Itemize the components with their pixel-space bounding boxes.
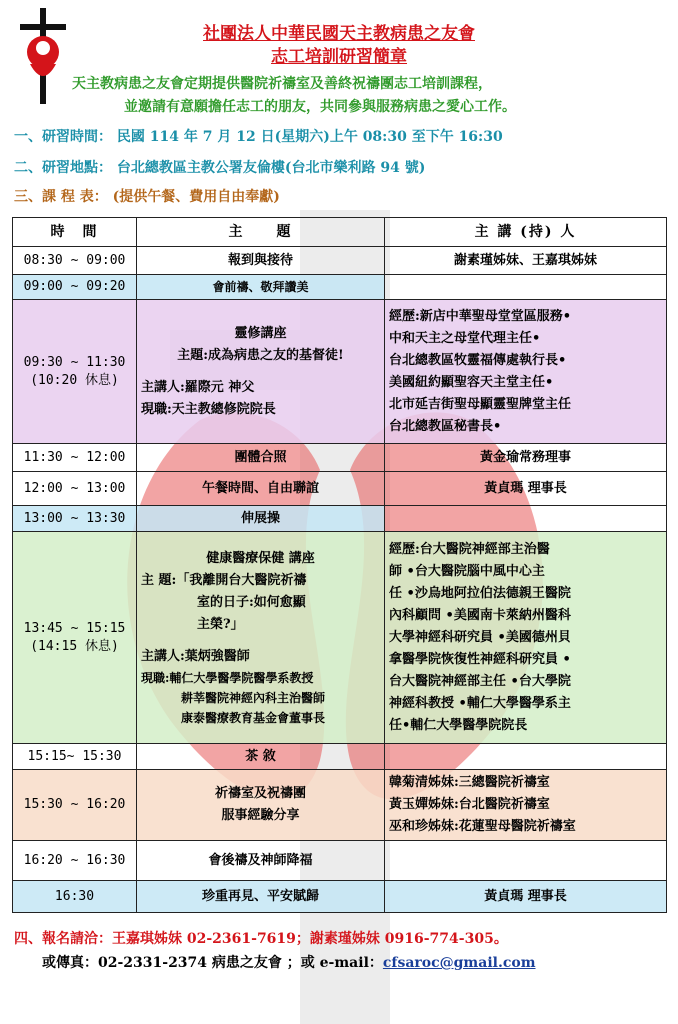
- row-time-note: (14:15 休息): [30, 638, 119, 654]
- row-time: 12:00 ~ 13:00: [13, 472, 137, 506]
- topic-spacer: [141, 636, 380, 646]
- contact-line: 四、報名請洽：王嘉琪姊妹 02-2361-7619；謝素瑾姊妹 0916-774-305。: [14, 931, 508, 947]
- topic-line: 主題:成為病患之友的基督徒!: [177, 347, 344, 363]
- speaker-line: 中和天主之母堂代理主任•: [389, 330, 541, 346]
- table-row: [13, 841, 667, 881]
- row-topic: 會前禱、敬拜讚美: [137, 275, 385, 300]
- header-time: 時 間: [13, 218, 137, 247]
- table-header-row: [13, 218, 667, 247]
- row-time: 15:30 ~ 16:20: [13, 770, 137, 841]
- row-time: 09:00 ~ 09:20: [13, 275, 137, 300]
- intro-line-2: 並邀請有意願擔任志工的朋友，共同參與服務病患之愛心工作。: [124, 99, 516, 115]
- topic-line: 現職:天主教總修院院長: [141, 401, 276, 417]
- speaker-line: 台大醫院神經部主任 •台大學院: [389, 673, 571, 689]
- row-speaker-cell: [385, 770, 667, 841]
- topic-line: 健康醫療保健 講座: [206, 550, 315, 566]
- section-schedule-value: (提供午餐、費用自由奉獻): [112, 189, 280, 205]
- speaker-line: 黃玉嬋姊妹:台北醫院祈禱室: [389, 797, 550, 812]
- row-topic: 午餐時間、自由聯誼: [137, 472, 385, 506]
- fax-email-prefix: 或傳真：02-2331-2374 病患之友會 ；或 e-mail：: [42, 955, 383, 971]
- speaker-line: 任•輔仁大學醫學院院長: [389, 717, 528, 733]
- speaker-line: 經歷:新店中華聖母堂堂區服務•: [389, 308, 572, 324]
- fax-email-line: [42, 952, 536, 972]
- table-row: [13, 300, 667, 444]
- speaker-line: 台北總教區牧靈福傳處執行長•: [389, 352, 567, 368]
- section-location: [14, 158, 425, 178]
- speaker-line: 巫和珍姊妹:花蓮聖母醫院祈禱室: [389, 819, 576, 834]
- section-schedule: [14, 187, 280, 207]
- row-topic-cell: [137, 770, 385, 841]
- topic-line: 主榮?」: [197, 616, 244, 632]
- row-time-note: (10:20 休息): [30, 372, 119, 388]
- topic-line: 耕莘醫院神經內科主治醫師: [181, 690, 326, 705]
- table-row: [13, 444, 667, 472]
- row-speaker-cell: [385, 532, 667, 744]
- topic-line: 室的日子:如何愈顯: [197, 594, 306, 610]
- section-location-label: 二、研習地點：: [14, 160, 112, 176]
- table-row: [13, 770, 667, 841]
- row-topic: 伸展操: [137, 506, 385, 532]
- section-schedule-label: 三、課 程 表：: [14, 189, 108, 205]
- table-row: [13, 744, 667, 770]
- email-link[interactable]: cfsaroc@gmail.com: [382, 955, 536, 971]
- speaker-line: 美國紐約顯聖容天主堂主任•: [389, 374, 554, 390]
- section-location-value: 台北總教區主教公署友倫樓(台北市樂利路 94 號): [116, 160, 426, 176]
- row-time: 16:20 ~ 16:30: [13, 841, 137, 881]
- row-speaker: [385, 841, 667, 881]
- row-topic-cell: [137, 300, 385, 444]
- row-topic: 會後禱及神師降福: [137, 841, 385, 881]
- header-topic: 主 題: [137, 218, 385, 247]
- doc-title: 志工培訓研習簡章: [271, 47, 407, 67]
- row-topic: 團體合照: [137, 444, 385, 472]
- row-topic: 茶 敘: [137, 744, 385, 770]
- topic-line: 現職:輔仁大學醫學院醫學系教授: [141, 670, 314, 685]
- topic-line: 康泰醫療教育基金會董事長: [181, 710, 326, 725]
- topic-line: 祈禱室及祝禱團: [214, 786, 306, 801]
- table-row: [13, 532, 667, 744]
- row-speaker: 黃貞瑪 理事長: [385, 472, 667, 506]
- row-time: 11:30 ~ 12:00: [13, 444, 137, 472]
- row-speaker: [385, 744, 667, 770]
- section-time: [14, 127, 503, 147]
- row-speaker-cell: [385, 300, 667, 444]
- intro-line-1: 天主教病患之友會定期提供醫院祈禱室及善終祝禱團志工培訓課程，: [72, 76, 492, 92]
- speaker-line: 師 •台大醫院腦中風中心主: [389, 563, 545, 579]
- row-speaker: 黃貞瑪 理事長: [385, 881, 667, 913]
- header-speaker: 主 講 (持) 人: [385, 218, 667, 247]
- table-row: [13, 275, 667, 300]
- row-time: 16:30: [13, 881, 137, 913]
- table-row: [13, 247, 667, 275]
- schedule-table: [12, 217, 667, 913]
- row-speaker: [385, 506, 667, 532]
- row-speaker: 黃金瑜常務理事: [385, 444, 667, 472]
- speaker-line: 拿醫學院恢復性神經科研究員 •: [389, 651, 571, 667]
- row-time: 09:30 ~ 11:30: [23, 354, 126, 370]
- speaker-line: 韓菊清姊妹:三總醫院祈禱室: [389, 775, 550, 790]
- topic-spacer: [141, 367, 380, 377]
- speaker-line: 內科顧問 •美國南卡萊納州醫科: [389, 607, 571, 623]
- row-topic: 報到與接待: [137, 247, 385, 275]
- speaker-line: 經歷:台大醫院神經部主治醫: [389, 541, 550, 557]
- row-topic: 珍重再見、平安賦歸: [137, 881, 385, 913]
- table-row: [13, 472, 667, 506]
- row-topic-cell: [137, 532, 385, 744]
- section-time-label: 一、研習時間：: [14, 129, 112, 145]
- topic-line: 靈修講座: [234, 325, 287, 341]
- row-time-cell: [13, 532, 137, 744]
- section-time-value: 民國 114 年 7 月 12 日(星期六)上午 08:30 至下午 16:30: [116, 129, 503, 145]
- row-speaker: [385, 275, 667, 300]
- speaker-line: 神經科教授 •輔仁大學醫學系主: [389, 695, 571, 711]
- table-row: [13, 881, 667, 913]
- speaker-line: 大學神經科研究員 •美國德州貝: [389, 629, 571, 645]
- topic-line: 主 題:「我離開台大醫院祈禱: [141, 572, 307, 588]
- row-time: 13:00 ~ 13:30: [13, 506, 137, 532]
- org-title: 社團法人中華民國天主教病患之友會: [203, 24, 475, 44]
- topic-line: 主講人:羅際元 神父: [141, 379, 255, 395]
- row-speaker: 謝素瑾姊妹、王嘉琪姊妹: [385, 247, 667, 275]
- speaker-line: 北市延吉街聖母顯靈聖牌堂主任: [389, 396, 572, 412]
- table-row: [13, 506, 667, 532]
- row-time: 13:45 ~ 15:15: [23, 620, 126, 636]
- topic-line: 服事經驗分享: [221, 808, 300, 823]
- row-time: 15:15~ 15:30: [13, 744, 137, 770]
- topic-line: 主講人:葉炳強醫師: [141, 648, 250, 664]
- speaker-line: 台北總教區秘書長•: [389, 418, 502, 434]
- row-time: 08:30 ~ 09:00: [13, 247, 137, 275]
- speaker-line: 任 •沙烏地阿拉伯法德親王醫院: [389, 585, 571, 601]
- row-time-cell: [13, 300, 137, 444]
